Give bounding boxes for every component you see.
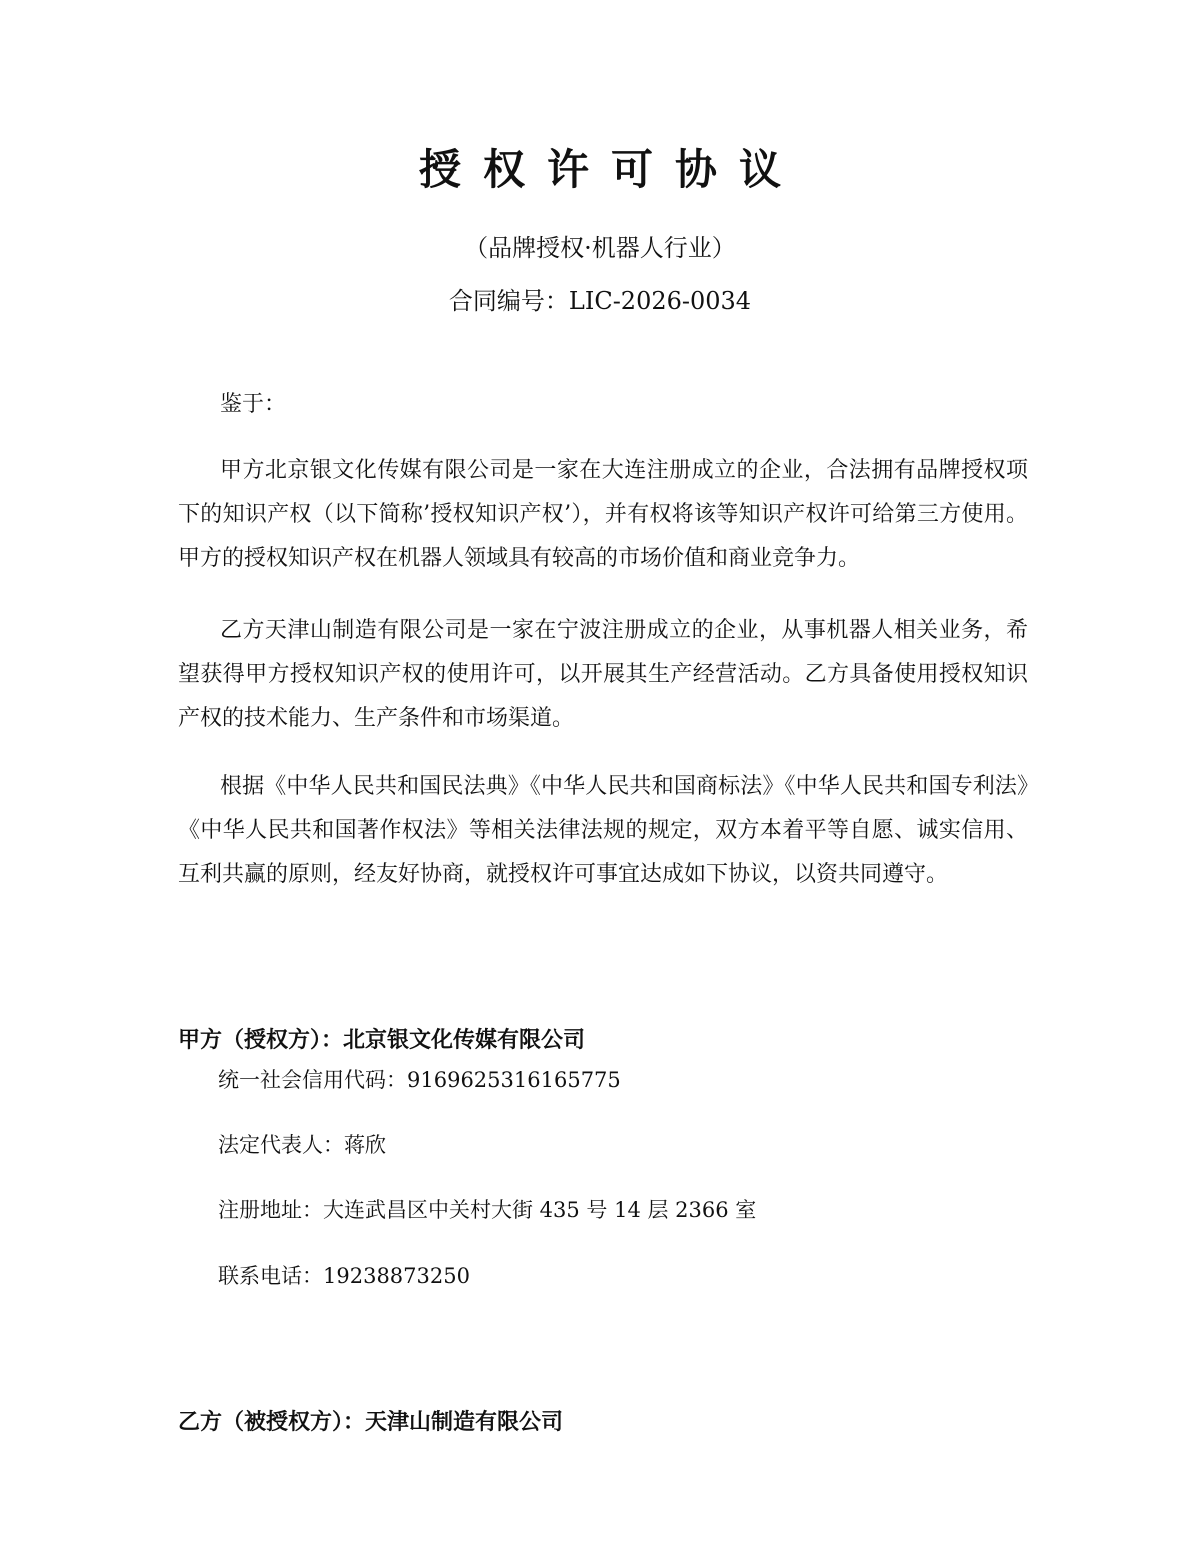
party-a-phone: 联系电话：19238873250: [218, 1264, 470, 1288]
party-a-heading: 甲方（授权方）：北京银文化传媒有限公司: [178, 1028, 586, 1053]
party-a-legal-representative: 法定代表人：蒋欣: [218, 1133, 386, 1157]
whereas-label: 鉴于：: [220, 392, 287, 417]
preamble-paragraph-party-a: 甲方北京银文化传媒有限公司是一家在大连注册成立的企业，合法拥有品牌授权项下的知识产权（以下简称’授权知识产权’），并有权将该等知识产权许可给第三方使用。甲方的授权知识产权在机器人领域具有较高的市场价值和商业竞争力。: [178, 458, 1028, 571]
party-a-address: 注册地址：大连武昌区中关村大街 435 号 14 层 2366 室: [218, 1198, 757, 1222]
preamble-paragraph-party-b: 乙方天津山制造有限公司是一家在宁波注册成立的企业，从事机器人相关业务，希望获得甲方授权知识产权的使用许可，以开展其生产经营活动。乙方具备使用授权知识产权的技术能力、生产条件和市场渠道。: [178, 618, 1028, 731]
document-subtitle: （品牌授权·机器人行业）: [464, 234, 736, 262]
contract-number: 合同编号：LIC-2026-0034: [448, 287, 752, 315]
party-b-heading: 乙方（被授权方）：天津山制造有限公司: [178, 1410, 564, 1435]
document-title: 授权许可协议: [418, 145, 803, 194]
party-a-credit-code: 统一社会信用代码：9169625316165775: [218, 1068, 621, 1092]
preamble-paragraph-legal-basis: 根据《中华人民共和国民法典》《中华人民共和国商标法》《中华人民共和国专利法》《中华人民共和国著作权法》等相关法律法规的规定，双方本着平等自愿、诚实信用、互利共赢的原则，经友好协商，就授权许可事宜达成如下协议，以资共同遵守。: [178, 774, 1028, 887]
